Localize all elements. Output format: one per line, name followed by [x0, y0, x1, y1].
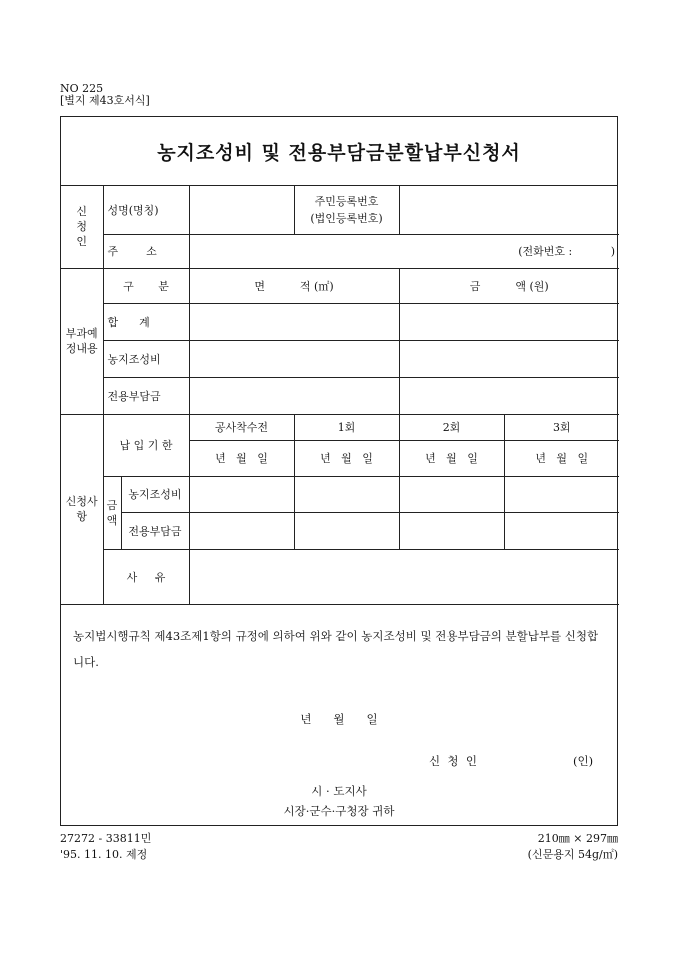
levy-area-field[interactable] [189, 340, 399, 377]
applicant-section-label: 신 청 인 [61, 186, 103, 268]
reason-label: 사 유 [103, 549, 189, 604]
levy-amount-field[interactable] [399, 340, 619, 377]
levy-row-label: 농지조성비 [103, 340, 189, 377]
name-field[interactable] [189, 186, 294, 234]
installment-header: 3회 [504, 414, 619, 440]
form-title: 농지조성비 및 전용부담금분할납부신청서 [61, 117, 617, 186]
request-amount-field[interactable] [399, 512, 504, 549]
registration-number-label: 주민등록번호 (법인등록번호) [294, 186, 399, 234]
levy-area-field[interactable] [189, 303, 399, 340]
applicant-sign-label: 신 청 인 [429, 754, 477, 768]
seal-mark: (인) [573, 754, 594, 768]
application-form [60, 116, 618, 826]
footer-paper-size: 210㎜ × 297㎜ [537, 832, 618, 845]
form-number: NO 225 [60, 82, 104, 95]
form-type: [별지 제43호서식] [60, 94, 150, 107]
statement-text: 농지법시행규칙 제43조제1항의 규정에 의하여 위와 같이 농지조성비 및 전용부담금의 분할납부를 신청합니다. [73, 628, 599, 669]
levy-category-header: 구 분 [103, 268, 189, 303]
installment-header: 2회 [399, 414, 504, 440]
due-date-label: 납 입 기 한 [103, 414, 189, 476]
request-amount-field[interactable] [504, 476, 619, 512]
levy-row-label: 전용부담금 [103, 377, 189, 414]
footer-paper-type: (신문용지 54g/㎡) [527, 848, 618, 861]
request-amount-field[interactable] [189, 512, 294, 549]
date-line: 년 월 일 [300, 712, 378, 726]
name-label: 성명(명칭) [103, 186, 189, 234]
due-date-field[interactable]: 년 월 일 [399, 440, 504, 476]
request-amount-field[interactable] [294, 512, 399, 549]
due-date-field[interactable]: 년 월 일 [189, 440, 294, 476]
request-amount-field[interactable] [504, 512, 619, 549]
levy-area-header: 면 적 (㎡) [189, 268, 399, 303]
request-amount-row-label: 농지조성비 [121, 476, 189, 512]
form-table [61, 186, 619, 605]
request-amount-field[interactable] [399, 476, 504, 512]
levy-area-field[interactable] [189, 377, 399, 414]
registration-number-field[interactable] [399, 186, 619, 234]
levy-amount-field[interactable] [399, 377, 619, 414]
amount-label: 금 액 [103, 476, 121, 549]
recipient-governor: 시 · 도지사 [311, 784, 367, 798]
footer-enacted: '95. 11. 10. 제정 [60, 848, 148, 861]
installment-header: 공사착수전 [189, 414, 294, 440]
request-amount-field[interactable] [294, 476, 399, 512]
request-section-label: 신청사 항 [61, 414, 103, 604]
reason-field[interactable] [189, 549, 619, 604]
levy-amount-header: 금 액 (원) [399, 268, 619, 303]
footer-code: 27272 - 33811민 [60, 832, 152, 845]
levy-row-label: 합 계 [103, 303, 189, 340]
due-date-field[interactable]: 년 월 일 [294, 440, 399, 476]
address-field[interactable]: (전화번호 : ) [189, 234, 619, 268]
request-amount-field[interactable] [189, 476, 294, 512]
request-amount-row-label: 전용부담금 [121, 512, 189, 549]
due-date-field[interactable]: 년 월 일 [504, 440, 619, 476]
levy-section-label: 부과예 정내용 [61, 268, 103, 414]
recipient-mayor: 시장·군수·구청장 귀하 [283, 804, 395, 818]
installment-header: 1회 [294, 414, 399, 440]
address-label: 주 소 [103, 234, 189, 268]
levy-amount-field[interactable] [399, 303, 619, 340]
